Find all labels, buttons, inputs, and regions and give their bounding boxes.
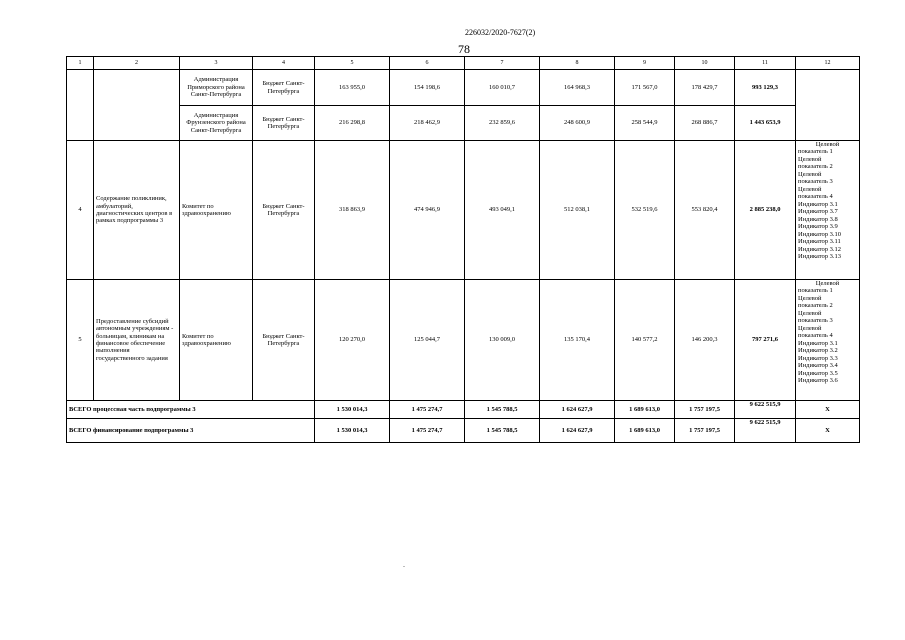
column-header: 9 xyxy=(615,57,675,70)
column-header: 8 xyxy=(540,57,615,70)
table-row xyxy=(67,106,860,141)
total-cell: 797 271,6 xyxy=(735,280,796,401)
indicator-line: Индикатор 3.6 xyxy=(798,377,838,385)
value-cell: 318 863,9 xyxy=(315,141,390,280)
table-row xyxy=(67,141,860,280)
document-number: 226032/2020-7627(2) xyxy=(465,28,536,37)
row-name-cell: Содержание поликлиник, амбулаторий, диагностических центров в рамках подпрограммы 3 xyxy=(94,141,180,280)
source-cell: Бюджет Санкт-Петербурга xyxy=(253,280,315,401)
executor-cell: Администрация Фрунзенского района Санкт-Петербурга xyxy=(180,106,253,141)
value-cell: 553 820,4 xyxy=(675,141,735,280)
indicator-cell xyxy=(796,280,860,401)
executor-cell: Комитет по здравоохранению xyxy=(180,280,253,401)
total-cell: 2 885 238,0 xyxy=(735,141,796,280)
value-cell: 218 462,9 xyxy=(390,106,465,141)
total-label: ВСЕГО финансирование подпрограммы 3 xyxy=(67,419,315,443)
indicator-line: показатель 4 xyxy=(798,332,833,340)
value-cell: 258 544,9 xyxy=(615,106,675,141)
total-row xyxy=(67,401,860,419)
indicator-line: Целевой xyxy=(798,170,822,178)
total-value-cell: 1 545 788,5 xyxy=(465,401,540,419)
indicator-line: Целевой xyxy=(798,309,822,317)
indicator-line: Целевой xyxy=(798,185,822,193)
value-cell: 164 968,3 xyxy=(540,70,615,106)
indicator-line: Целевой xyxy=(798,155,822,163)
value-cell: 171 567,0 xyxy=(615,70,675,106)
mark-cell: X xyxy=(796,401,860,419)
indicator-line: Индикатор 3.12 xyxy=(798,245,841,253)
value-cell: 146 200,3 xyxy=(675,280,735,401)
total-value-cell: 1 757 197,5 xyxy=(675,401,735,419)
indicator-line: показатель 1 xyxy=(798,287,833,295)
table-row xyxy=(67,70,860,106)
column-header: 1 xyxy=(67,57,94,70)
source-cell: Бюджет Санкт-Петербурга xyxy=(253,141,315,280)
column-header: 3 xyxy=(180,57,253,70)
row-number-cell: 4 xyxy=(67,141,94,280)
value-cell: 178 429,7 xyxy=(675,70,735,106)
value-cell: 154 198,6 xyxy=(390,70,465,106)
indicator-line: Целевой xyxy=(815,280,840,287)
value-cell: 163 955,0 xyxy=(315,70,390,106)
grand-total-cell: 9 622 515,9 xyxy=(735,419,796,443)
grand-total-cell: 9 622 515,9 xyxy=(735,401,796,419)
total-value-cell: 1 545 788,5 xyxy=(465,419,540,443)
indicator-line: показатель 2 xyxy=(798,163,833,171)
column-header: 7 xyxy=(465,57,540,70)
source-cell: Бюджет Санкт-Петербурга xyxy=(253,106,315,141)
total-label: ВСЕГО процессная часть подпрограммы 3 xyxy=(67,401,315,419)
total-value-cell: 1 475 274,7 xyxy=(390,401,465,419)
indicator-line: Индикатор 3.13 xyxy=(798,253,841,261)
indicator-line: Индикатор 3.5 xyxy=(798,369,838,377)
column-header: 10 xyxy=(675,57,735,70)
value-cell: 268 886,7 xyxy=(675,106,735,141)
value-cell: 512 038,1 xyxy=(540,141,615,280)
indicator-cell xyxy=(796,70,860,141)
indicator-line: Индикатор 3.3 xyxy=(798,354,838,362)
total-cell: 993 129,3 xyxy=(735,70,796,106)
executor-cell: Администрация Приморского района Санкт-Петербурга xyxy=(180,70,253,106)
row-number-cell: 5 xyxy=(67,280,94,401)
indicator-line: Индикатор 3.4 xyxy=(798,362,838,370)
value-cell: 493 049,1 xyxy=(465,141,540,280)
value-cell: 120 270,0 xyxy=(315,280,390,401)
indicator-line: Индикатор 3.9 xyxy=(798,223,838,231)
value-cell: 532 519,6 xyxy=(615,141,675,280)
indicator-line: Индикатор 3.11 xyxy=(798,238,841,246)
indicator-line: показатель 2 xyxy=(798,302,833,310)
value-cell: 216 298,8 xyxy=(315,106,390,141)
row-name-cell xyxy=(94,70,180,141)
total-value-cell: 1 530 014,3 xyxy=(315,401,390,419)
indicator-cell xyxy=(796,141,860,280)
column-header: 6 xyxy=(390,57,465,70)
indicator-line: показатель 4 xyxy=(798,193,833,201)
indicator-line: Индикатор 3.7 xyxy=(798,208,838,216)
total-value-cell: 1 475 274,7 xyxy=(390,419,465,443)
indicator-line: Индикатор 3.1 xyxy=(798,200,838,208)
indicator-line: Целевой xyxy=(798,294,822,302)
row-number-cell xyxy=(67,70,94,141)
value-cell: 160 010,7 xyxy=(465,70,540,106)
total-value-cell: 1 624 627,9 xyxy=(540,419,615,443)
row-name-cell: Предоставление субсидий автономным учреждениям - больницам, клиникам на финансовое обеспечение выполнения государственного задания xyxy=(94,280,180,401)
value-cell: 140 577,2 xyxy=(615,280,675,401)
total-value-cell: 1 689 613,0 xyxy=(615,419,675,443)
indicator-line: показатель 1 xyxy=(798,148,833,156)
table-row xyxy=(67,280,860,401)
column-header: 4 xyxy=(253,57,315,70)
indicator-line: Индикатор 3.8 xyxy=(798,215,838,223)
total-cell: 1 443 653,9 xyxy=(735,106,796,141)
page-number: 78 xyxy=(458,42,470,56)
indicator-line: показатель 3 xyxy=(798,178,833,186)
header-row xyxy=(67,57,860,70)
total-value-cell: 1 624 627,9 xyxy=(540,401,615,419)
indicator-line: Индикатор 3.10 xyxy=(798,230,841,238)
indicator-line: показатель 3 xyxy=(798,317,833,325)
executor-cell: Комитет по здравоохранению xyxy=(180,141,253,280)
column-header: 12 xyxy=(796,57,860,70)
total-value-cell: 1 689 613,0 xyxy=(615,401,675,419)
total-row xyxy=(67,419,860,443)
value-cell: 232 859,6 xyxy=(465,106,540,141)
column-header: 5 xyxy=(315,57,390,70)
indicator-line: Целевой xyxy=(815,141,840,148)
value-cell: 248 600,9 xyxy=(540,106,615,141)
indicator-line: Индикатор 3.2 xyxy=(798,347,838,355)
budget-table xyxy=(66,56,860,443)
value-cell: 474 946,9 xyxy=(390,141,465,280)
column-header: 2 xyxy=(94,57,180,70)
indicator-line: Целевой xyxy=(798,324,822,332)
source-cell: Бюджет Санкт-Петербурга xyxy=(253,70,315,106)
mark-cell: X xyxy=(796,419,860,443)
value-cell: 135 170,4 xyxy=(540,280,615,401)
value-cell: 130 009,0 xyxy=(465,280,540,401)
value-cell: 125 044,7 xyxy=(390,280,465,401)
total-value-cell: 1 530 014,3 xyxy=(315,419,390,443)
total-value-cell: 1 757 197,5 xyxy=(675,419,735,443)
indicator-line: Индикатор 3.1 xyxy=(798,339,838,347)
column-header: 11 xyxy=(735,57,796,70)
scan-speck xyxy=(403,566,405,567)
